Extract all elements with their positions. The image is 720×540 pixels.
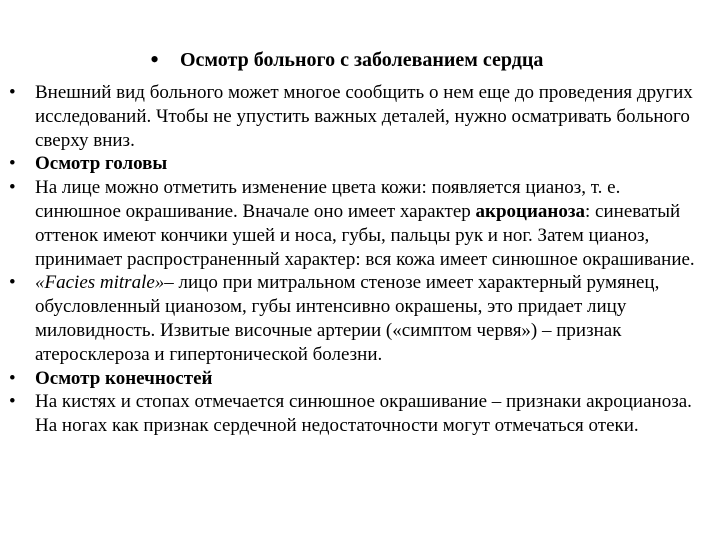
item-text: Внешний вид больного может многое сообщить о нем еще до проведения других исследований. Чтобы не упустить важных деталей, нужно осматривать больного сверху вниз.	[35, 82, 693, 151]
bullet-icon: •	[9, 391, 16, 413]
list-item-hands-feet	[0, 390, 697, 438]
bullet-icon: •	[9, 82, 16, 103]
item-text-after: : синеватый оттенок имеют кончики ушей и носа, губы, пальцы рук и ног. Затем цианоз, принимает распространенный характер: вся кожа имеет синюшное окрашивание.	[35, 200, 695, 270]
bullet-icon: •	[9, 272, 16, 294]
slide-title: Осмотр больного с заболеванием сердца	[180, 49, 544, 71]
item-text-after: – лицо при митральном стенозе имеет характерный румянец, обусловленный цианозом, губы интенсивно окрашены, это придает лицу миловидность. Извитые височные артерии («симптом червя») – признак атеросклероза и гипертонической болезни.	[35, 272, 660, 365]
term-acrocyanosis: акроцианоза	[475, 200, 586, 222]
section-heading-limbs: Осмотр конечностей	[35, 367, 213, 389]
item-text-before: На лице можно отметить изменение цвета кожи: появляется цианоз, т. е. синюшное окрашивание. Вначале оно имеет характер	[35, 177, 621, 222]
bullet-icon: •	[9, 177, 16, 199]
bullet-list	[0, 81, 720, 438]
bullet-icon: •	[9, 153, 16, 175]
list-item-limbs-exam	[0, 367, 697, 391]
list-item-head-exam	[0, 152, 697, 176]
list-item-facies-mitrale	[0, 271, 697, 366]
title-bullet-icon: •	[150, 45, 160, 74]
list-item-cyanosis	[0, 176, 697, 271]
item-text: На кистях и стопах отмечается синюшное окрашивание – признаки акроцианоза. На ногах как признак сердечной недостаточности могут отмечаться отеки.	[35, 391, 692, 437]
title-row	[150, 45, 544, 74]
section-heading-head: Осмотр головы	[35, 153, 168, 175]
bullet-icon: •	[9, 367, 16, 389]
term-facies-mitrale: «Facies mitrale»	[35, 272, 165, 294]
list-item-appearance	[0, 81, 697, 152]
